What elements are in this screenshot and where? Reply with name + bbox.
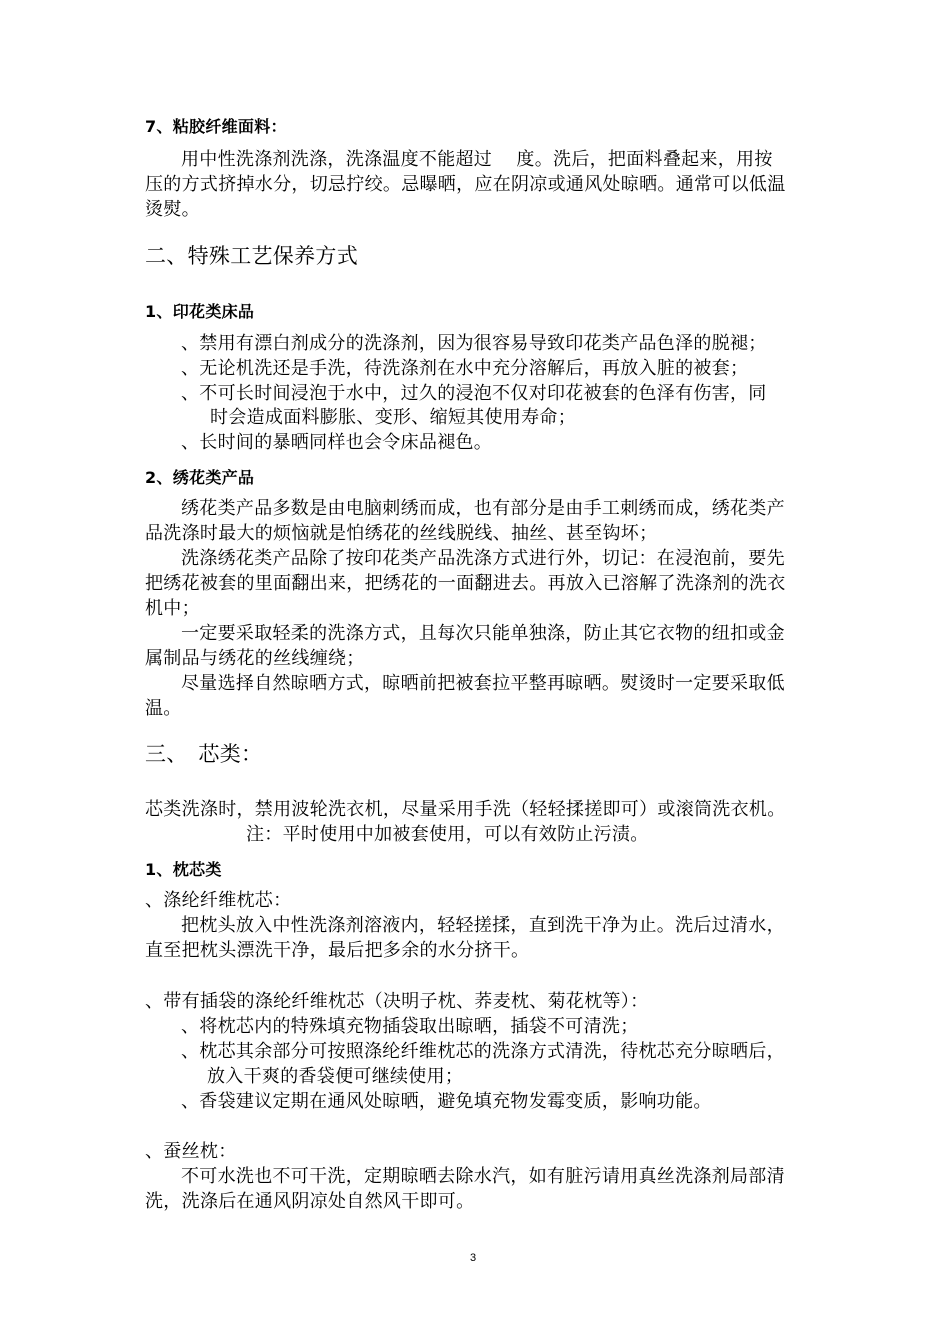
part-3-title: 三、 芯类：: [145, 742, 263, 766]
section-7-line-1: 用中性洗涤剂洗涤，洗涤温度不能超过 度。洗后，把面料叠起来，用按: [181, 149, 773, 170]
silk-pillow-line-2: 洗，洗涤后在通风阴凉处自然风干即可。: [145, 1191, 475, 1212]
polyester-pillow-line-1: 把枕头放入中性洗涤剂溶液内，轻轻搓揉，直到洗干净为止。洗后过清水，: [181, 915, 785, 936]
print-care-item-1: 、禁用有漂白剂成分的洗涤剂，因为很容易导致印花类产品色泽的脱褪；: [181, 333, 767, 354]
section-7-line-2: 压的方式挤掉水分，切忌拧绞。忌曝晒，应在阴凉或通风处晾晒。通常可以低温: [145, 174, 786, 195]
part-3-sub-1-heading: 1、枕芯类: [145, 860, 222, 879]
polyester-pillow-label: 、涤纶纤维枕芯：: [145, 890, 292, 911]
part-2-sub-1-heading: 1、印花类床品: [145, 302, 255, 321]
embroidery-line-7: 属制品与绣花的丝线缠绕；: [145, 648, 365, 669]
part-3-note: 注：平时使用中加被套使用，可以有效防止污渍。: [246, 824, 649, 845]
section-7-heading: 7、粘胶纤维面料：: [145, 117, 287, 136]
print-care-item-3-cont: 时会造成面料膨胀、变形、缩短其使用寿命；: [210, 407, 576, 428]
page-number: 3: [470, 1252, 477, 1264]
embroidery-line-4: 把绣花被套的里面翻出来，把绣花的一面翻进去。再放入已溶解了洗涤剂的洗衣: [145, 573, 786, 594]
embroidery-line-6: 一定要采取轻柔的洗涤方式，且每次只能单独涤，防止其它衣物的纽扣或金: [181, 623, 785, 644]
pouch-pillow-item-1: 、将枕芯内的特殊填充物插袋取出晾晒，插袋不可清洗；: [181, 1016, 639, 1037]
print-care-item-2: 、无论机洗还是手洗，待洗涤剂在水中充分溶解后，再放入脏的被套；: [181, 358, 749, 379]
embroidery-line-5: 机中；: [145, 598, 200, 619]
part-2-sub-2-heading: 2、绣花类产品: [145, 468, 255, 487]
section-7-line-3: 烫熨。: [145, 199, 200, 220]
embroidery-line-3: 洗涤绣花类产品除了按印花类产品洗涤方式进行外，切记：在浸泡前，要先: [181, 548, 785, 569]
polyester-pillow-line-2: 直至把枕头漂洗干净，最后把多余的水分挤干。: [145, 940, 530, 961]
part-2-title: 二、特殊工艺保养方式: [145, 244, 358, 268]
embroidery-line-9: 温。: [145, 698, 182, 719]
part-3-intro: 芯类洗涤时，禁用波轮洗衣机，尽量采用手洗（轻轻揉搓即可）或滚筒洗衣机。: [145, 799, 786, 820]
embroidery-line-8: 尽量选择自然晾晒方式，晾晒前把被套拉平整再晾晒。熨烫时一定要采取低: [181, 673, 785, 694]
pouch-pillow-label: 、带有插袋的涤纶纤维枕芯（决明子枕、荞麦枕、菊花枕等）：: [145, 991, 649, 1012]
embroidery-line-2: 品洗涤时最大的烦恼就是怕绣花的丝线脱线、抽丝、甚至钩坏；: [145, 523, 658, 544]
silk-pillow-label: 、蚕丝枕：: [145, 1141, 237, 1162]
pouch-pillow-item-3: 、香袋建议定期在通风处晾晒，避免填充物发霉变质，影响功能。: [181, 1091, 712, 1112]
print-care-item-4: 、长时间的暴晒同样也会令床品褪色。: [181, 432, 493, 453]
embroidery-line-1: 绣花类产品多数是由电脑刺绣而成，也有部分是由手工刺绣而成，绣花类产: [181, 498, 785, 519]
silk-pillow-line-1: 不可水洗也不可干洗，定期晾晒去除水汽，如有脏污请用真丝洗涤剂局部清: [181, 1166, 785, 1187]
pouch-pillow-item-2-cont: 放入干爽的香袋便可继续使用；: [207, 1066, 464, 1087]
pouch-pillow-item-2: 、枕芯其余部分可按照涤纶纤维枕芯的洗涤方式清洗，待枕芯充分晾晒后，: [181, 1041, 785, 1062]
print-care-item-3: 、不可长时间浸泡于水中，过久的浸泡不仅对印花被套的色泽有伤害，同: [181, 383, 767, 404]
